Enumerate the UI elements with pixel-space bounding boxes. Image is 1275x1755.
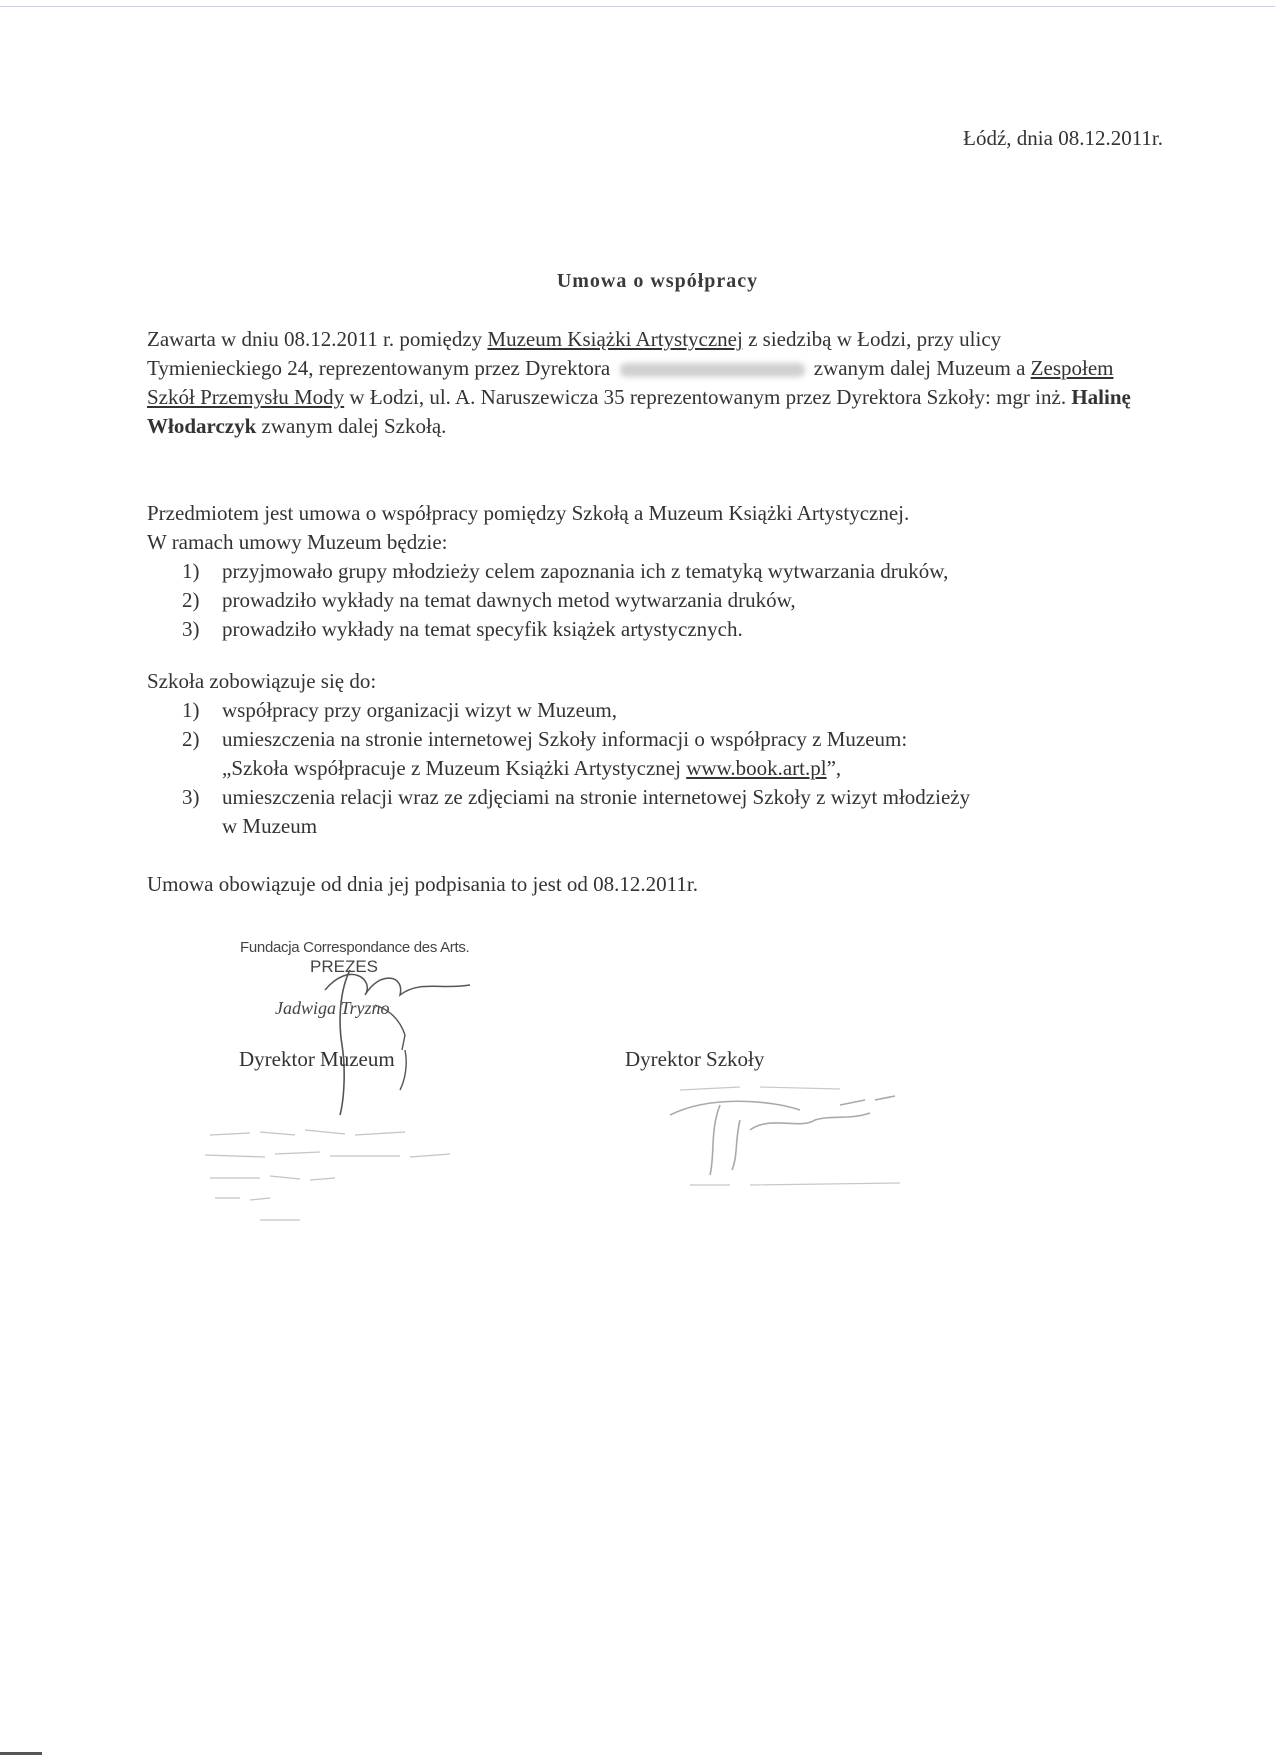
list-item <box>147 586 1137 615</box>
quote-text: „Szkoła współpracuje z Muzeum Książki Artystycznej <box>222 756 687 780</box>
redacted-name <box>620 363 805 377</box>
museum-obligations-list <box>147 557 1137 644</box>
document-date: Łódź, dnia 08.12.2011r. <box>963 126 1163 150</box>
museum-stamp-name: Jadwiga Tryzno <box>275 998 390 1018</box>
subject-intro-2: W ramach umowy Muzeum będzie: <box>147 530 448 554</box>
list-number: 2) <box>182 588 200 612</box>
website-link[interactable]: www.book.art.pl <box>686 756 827 780</box>
museum-name: Muzeum Książki Artystycznej <box>487 327 743 351</box>
museum-director-label: Dyrektor Muzeum <box>239 1047 395 1071</box>
list-number: 1) <box>182 698 200 722</box>
school-obligations-intro: Szkoła zobowiązuje się do: <box>147 669 377 693</box>
school-director-name: Halinę Włodarczyk <box>147 385 1131 438</box>
museum-stamp-org: Fundacja Correspondance des Arts. <box>240 939 470 956</box>
document-title: Umowa o współpracy <box>556 270 759 292</box>
list-number: 3) <box>182 785 200 809</box>
list-text: przyjmowało grupy młodzieży celem zapoznania ich z tematyką wytwarzania druków, <box>222 559 949 583</box>
text-fragment: Zawarta w dniu 08.12.2011 r. pomiędzy <box>147 327 488 351</box>
list-text: prowadziło wykłady na temat specyfik książek artystycznych. <box>222 617 743 641</box>
list-number: 3) <box>182 617 200 641</box>
text-fragment: zwanym dalej Szkołą. <box>256 414 447 438</box>
school-director-signature <box>640 1075 940 1205</box>
quote-end: ”, <box>826 756 842 780</box>
validity-paragraph: Umowa obowiązuje od dnia jej podpisania to jest od 08.12.2011r. <box>147 872 698 896</box>
list-text: prowadziło wykłady na temat dawnych metod wytwarzania druków, <box>222 588 796 612</box>
text-fragment: z siedzibą w Łodzi, przy ulicy Tymienieckiego 24, reprezentowanym przez Dyrektora <box>147 327 1002 380</box>
museum-director-signature <box>280 950 480 1120</box>
list-text: umieszczenia na stronie internetowej Szkoły informacji o współpracy z Muzeum: <box>222 727 908 751</box>
faded-museum-stamp <box>200 1110 480 1230</box>
list-item <box>147 557 1137 586</box>
subject-intro: Przedmiotem jest umowa o współpracy pomiędzy Szkołą a Muzeum Książki Artystycznej. <box>147 501 910 525</box>
school-obligations-list <box>147 696 1137 841</box>
top-rule <box>0 6 1275 7</box>
text-fragment: w Łodzi, ul. A. Naruszewicza 35 reprezentowanym przez Dyrektora Szkoły: mgr inż. <box>344 385 1072 409</box>
list-item <box>147 615 1137 644</box>
list-number: 1) <box>182 559 200 583</box>
list-text: umieszczenia relacji wraz ze zdjęciami na stronie internetowej Szkoły z wizyt młodzieży <box>222 785 971 809</box>
school-name: Zespołem Szkół Przemysłu Mody <box>147 356 1114 409</box>
list-number: 2) <box>182 727 200 751</box>
list-text: współpracy przy organizacji wizyt w Muzeum, <box>222 698 617 722</box>
list-item <box>147 696 1137 725</box>
school-director-label: Dyrektor Szkoły <box>625 1047 765 1071</box>
parties-paragraph <box>147 325 1137 441</box>
list-text-continued: w Muzeum <box>222 814 318 838</box>
text-fragment: zwanym dalej Muzeum a <box>808 356 1031 380</box>
list-item <box>147 725 1137 783</box>
museum-stamp-role: PREZES <box>310 957 379 976</box>
subject-paragraph <box>147 499 1137 644</box>
list-item <box>147 783 1137 841</box>
school-obligations-paragraph <box>147 667 1137 841</box>
